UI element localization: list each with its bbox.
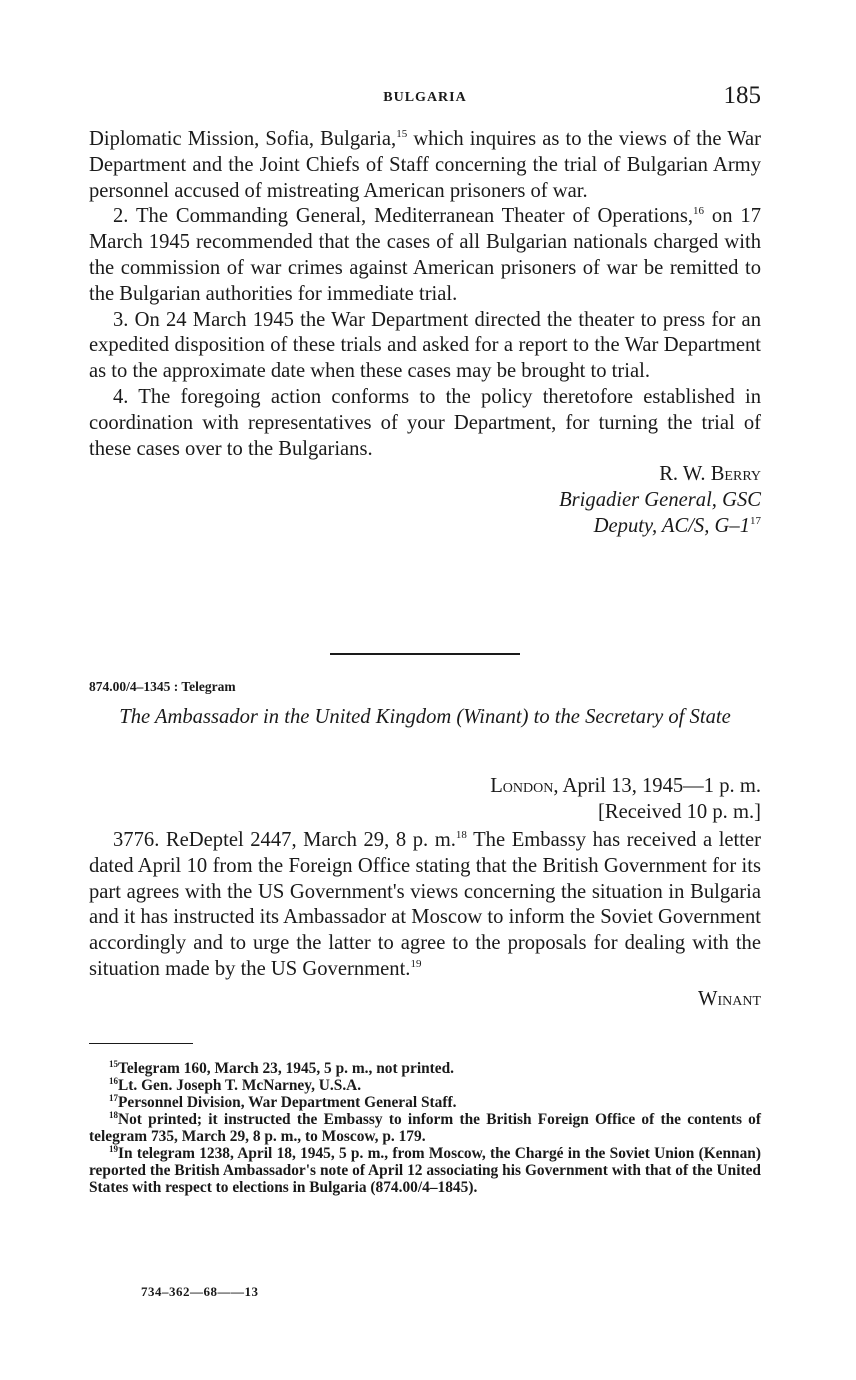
footnote-text: In telegram 1238, April 18, 1945, 5 p. m., from Moscow, the Chargé in the Soviet Union (Kennan) reported the British Ambassador's note of April 12 associating his Government with that of the United States with respect to elections in Bulgaria (874.00/4–1845). xyxy=(89,1145,761,1196)
printer-mark: 734–362—68——13 xyxy=(141,1284,259,1299)
signatory-role: Deputy, AC/S, G–1 xyxy=(593,514,750,537)
telegram-text-b: The Embassy has received a letter dated April 10 from the Foreign Office stating that the British Government for its part agrees with the US Government's views concerning the situation in Bulgaria and it has instructed its Ambassador at Moscow to inform the Soviet Government accordingly and to urge the latter to agree to the proposals for dealing with the situation made by the US Government. xyxy=(89,829,761,980)
telegram-paragraph xyxy=(89,828,761,983)
dateline-received: [Received 10 p. m.] xyxy=(598,800,761,823)
footnote-number: 18 xyxy=(109,1110,118,1120)
paragraph-4: 4. The foregoing action conforms to the policy theretofore established in coordination with representatives of your Department, for turning the trial of these cases over to the Bulgarians. xyxy=(89,385,761,460)
footnote-18 xyxy=(89,1111,761,1145)
footnote-17 xyxy=(89,1094,761,1111)
footnote-ref-15: 15 xyxy=(396,128,408,140)
memo-body xyxy=(89,127,761,540)
footnote-number: 17 xyxy=(109,1093,118,1103)
footnote-16 xyxy=(89,1077,761,1094)
footnote-number: 15 xyxy=(109,1059,118,1069)
footnote-text: Personnel Division, War Department General Staff. xyxy=(118,1094,457,1111)
paragraph-2-text-b: on 17 March 1945 recommended that the cases of all Bulgarian nationals charged with the commission of war crimes against American prisoners of war be remitted to the Bulgarian authorities for immediate trial. xyxy=(89,205,761,305)
footnote-text: Not printed; it instructed the Embassy to inform the British Foreign Office of the contents of telegram 735, March 29, 8 p. m., to Moscow, p. 179. xyxy=(89,1111,761,1145)
signatory-role-line xyxy=(89,514,761,540)
footnote-19 xyxy=(89,1145,761,1196)
footnote-rule xyxy=(89,1043,193,1044)
paragraph-1 xyxy=(89,127,761,204)
dateline-date: , April 13, 1945—1 p. m. xyxy=(553,775,761,797)
section-divider xyxy=(330,653,520,655)
paragraph-2 xyxy=(89,204,761,307)
telegram-text-a: 3776. ReDeptel 2447, March 29, 8 p. m. xyxy=(113,829,456,851)
document-title: The Ambassador in the United Kingdom (Winant) to the Secretary of State xyxy=(119,706,731,728)
footnotes xyxy=(89,1060,761,1196)
footnote-number: 16 xyxy=(109,1076,118,1086)
footnote-ref-16: 16 xyxy=(693,205,705,218)
telegram-sender: Winant xyxy=(698,987,761,1010)
footnote-number: 19 xyxy=(109,1144,118,1154)
dateline-sent xyxy=(490,774,761,800)
telegram-body xyxy=(89,828,761,1013)
paragraph-1-text-b: which inquires as to the views of the War Department and the Joint Chiefs of Staff concerning the trial of Bulgarian Army personnel accused of mistreating American prisoners of war. xyxy=(89,128,761,202)
footnote-text: Lt. Gen. Joseph T. McNarney, U.S.A. xyxy=(118,1077,362,1094)
running-head: BULGARIA xyxy=(383,90,467,105)
paragraph-3: 3. On 24 March 1945 the War Department directed the theater to press for an expedited disposition of these trials and asked for a report to the War Department as to the approximate date when these cases may be brought to trial. xyxy=(89,308,761,383)
paragraph-2-text-a: 2. The Commanding General, Mediterranean Theater of Operations, xyxy=(113,205,694,228)
signature-block xyxy=(89,462,761,539)
dateline-place: London xyxy=(490,775,554,797)
file-reference: 874.00/4–1345 : Telegram xyxy=(89,679,236,694)
footnote-15 xyxy=(89,1060,761,1077)
signatory-title: Brigadier General, GSC xyxy=(559,489,761,512)
page-number: 185 xyxy=(723,82,761,109)
dateline xyxy=(490,774,761,826)
paragraph-1-text-a: Diplomatic Mission, Sofia, Bulgaria, xyxy=(89,128,397,150)
footnote-ref-17: 17 xyxy=(750,514,761,527)
footnote-ref-18: 18 xyxy=(455,829,467,841)
signatory-name: R. W. Berry xyxy=(659,463,761,486)
page-header xyxy=(89,82,761,112)
footnote-ref-19: 19 xyxy=(410,957,422,970)
footnote-text: Telegram 160, March 23, 1945, 5 p. m., not printed. xyxy=(118,1060,455,1077)
